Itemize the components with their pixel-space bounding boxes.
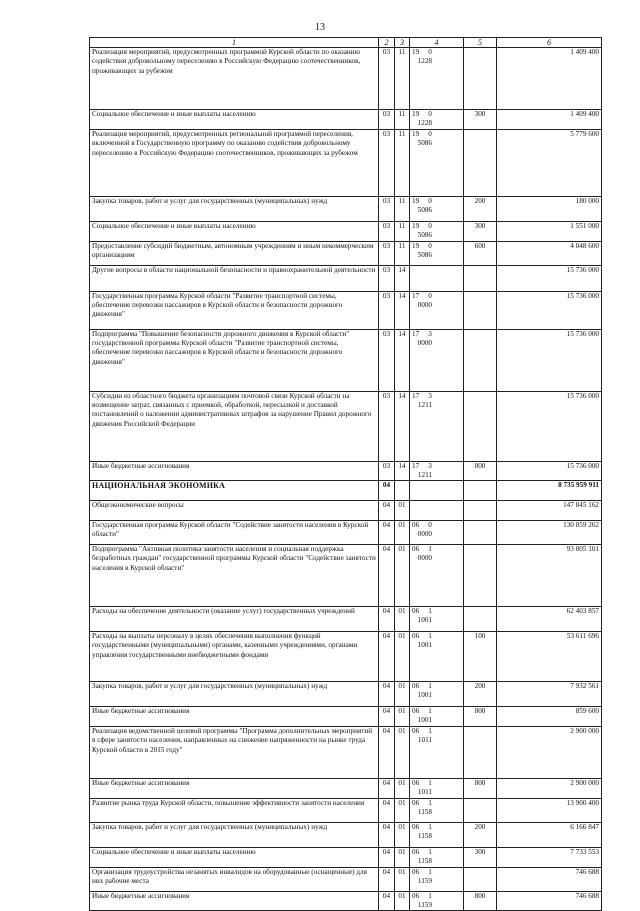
- row-section-cell: 03: [379, 221, 395, 241]
- row-amount-cell: 53 611 696: [497, 632, 602, 682]
- row-amount-cell: 2 900 000: [497, 726, 602, 778]
- row-name-cell: Реализация ведомственной целевой программы "Программа дополнительных мероприятий в сфере занятости населения, направленных на снижение напряженности на рынке труда Курской области в 2015 году": [90, 726, 379, 778]
- row-amount-cell: 5 779 600: [497, 129, 602, 196]
- row-target-code-cell: [410, 461, 464, 481]
- row-expense-type-cell: 200: [464, 196, 497, 221]
- target-code-part: 3: [428, 461, 432, 470]
- target-code-part: 3: [428, 391, 432, 400]
- row-section-cell: 04: [379, 682, 395, 707]
- row-section-cell: 04: [379, 798, 395, 822]
- row-expense-type-cell: 800: [464, 778, 497, 798]
- table-row: [90, 196, 602, 221]
- table-row: [90, 521, 602, 545]
- row-expense-type-cell: [464, 726, 497, 778]
- row-name-cell: Общеэкономические вопросы: [90, 501, 379, 521]
- target-code-part: 1159: [417, 900, 432, 909]
- row-amount-cell: 62 403 857: [497, 607, 602, 632]
- row-subsection-cell: 01: [395, 632, 410, 682]
- table-row: [90, 682, 602, 707]
- header-cell-target-code: 4: [410, 38, 464, 48]
- row-subsection-cell: 01: [395, 778, 410, 798]
- row-expense-type-cell: [464, 329, 497, 391]
- target-code-part: 0: [428, 196, 432, 205]
- target-code-part: 06: [412, 682, 420, 691]
- target-code-part: 19: [412, 221, 420, 230]
- budget-table: [89, 37, 602, 911]
- row-target-code-cell: [410, 778, 464, 798]
- row-name-cell: Расходы на выплаты персоналу в целях обеспечения выполнения функций государственными (муниципальными) органами, казенными учреждениями, органами управления государственными внебюджетными фондами: [90, 632, 379, 682]
- row-expense-type-cell: 300: [464, 221, 497, 241]
- row-section-cell: 04: [379, 501, 395, 521]
- row-target-code-cell: [410, 48, 464, 110]
- row-expense-type-cell: [464, 798, 497, 822]
- table-row: [90, 847, 602, 867]
- row-subsection-cell: 11: [395, 110, 410, 130]
- table-row: [90, 481, 602, 501]
- row-subsection-cell: [395, 481, 410, 501]
- row-target-code-cell: [410, 329, 464, 391]
- row-expense-type-cell: [464, 867, 497, 891]
- row-expense-type-cell: [464, 48, 497, 110]
- row-amount-cell: 746 688: [497, 867, 602, 891]
- row-target-code-cell: [410, 891, 464, 911]
- table-row: [90, 391, 602, 461]
- table-row: [90, 891, 602, 911]
- row-amount-cell: 15 736 000: [497, 391, 602, 461]
- table-row: [90, 221, 602, 241]
- row-expense-type-cell: [464, 521, 497, 545]
- row-name-cell: Подпрограмма "Активная политика занятости населения и социальная поддержка безработных граждан" государственной программы Курской области "Содействие занятости населения в Курской области": [90, 545, 379, 607]
- row-subsection-cell: 14: [395, 461, 410, 481]
- row-name-cell: Иные бюджетные ассигнования: [90, 707, 379, 727]
- row-subsection-cell: 11: [395, 48, 410, 110]
- row-name-cell: Подпрограмма "Повышение безопасности дорожного движения в Курской области" государственной программы Курской области "Развитие транспортной системы, обеспечение перевозки пассажиров в Курской области и безопасности дорожного движения": [90, 329, 379, 391]
- row-expense-type-cell: [464, 481, 497, 501]
- row-amount-cell: 93 805 101: [497, 545, 602, 607]
- row-section-cell: 03: [379, 110, 395, 130]
- table-row: [90, 822, 602, 847]
- row-section-cell: 04: [379, 867, 395, 891]
- target-code-part: 0: [428, 110, 432, 118]
- table-row: [90, 632, 602, 682]
- target-code-part: 0000: [417, 301, 432, 310]
- target-code-part: 1: [428, 726, 432, 735]
- row-amount-cell: 4 048 600: [497, 241, 602, 265]
- row-amount-cell: 8 735 959 911: [497, 481, 602, 501]
- row-subsection-cell: 11: [395, 129, 410, 196]
- table-row: [90, 461, 602, 481]
- row-amount-cell: 7 932 561: [497, 682, 602, 707]
- row-target-code-cell: [410, 867, 464, 891]
- row-name-cell: Государственная программа Курской области "Содействие занятости населения в Курской области": [90, 521, 379, 545]
- row-target-code-cell: [410, 391, 464, 461]
- target-code-part: 06: [412, 847, 420, 856]
- row-amount-cell: 859 600: [497, 707, 602, 727]
- target-code-part: 0: [428, 291, 432, 300]
- row-name-cell: Развитие рынка труда Курской области, повышение эффективности занятости населения: [90, 798, 379, 822]
- row-expense-type-cell: [464, 129, 497, 196]
- row-subsection-cell: 14: [395, 265, 410, 291]
- row-section-cell: 04: [379, 822, 395, 847]
- row-amount-cell: 1 551 000: [497, 221, 602, 241]
- target-code-part: 0: [428, 221, 432, 230]
- row-expense-type-cell: [464, 291, 497, 329]
- row-amount-cell: 2 900 000: [497, 778, 602, 798]
- row-name-cell: Реализация мероприятий, предусмотренных программой Курской области по оказанию содействия добровольному переселению в Российскую Федерацию соотечественников, проживающих за рубежом: [90, 48, 379, 110]
- target-code-part: 1011: [417, 736, 432, 745]
- target-code-part: 1: [428, 822, 432, 831]
- target-code-part: 1: [428, 798, 432, 807]
- target-code-part: 1158: [417, 857, 432, 866]
- row-section-cell: 03: [379, 129, 395, 196]
- table-row: [90, 48, 602, 110]
- row-expense-type-cell: [464, 501, 497, 521]
- row-expense-type-cell: [464, 545, 497, 607]
- row-target-code-cell: [410, 501, 464, 521]
- row-subsection-cell: 01: [395, 545, 410, 607]
- row-subsection-cell: 11: [395, 196, 410, 221]
- row-section-cell: 03: [379, 329, 395, 391]
- row-section-cell: 04: [379, 545, 395, 607]
- table-row: [90, 329, 602, 391]
- row-name-cell: Субсидии из областного бюджета организациям почтовой связи Курской области на возмещение затрат, связанных с приемкой, обработкой, пересылкой и доставкой постановлений о наложении административных штрафов за нарушение Правил дорожного движения Российской Федерации: [90, 391, 379, 461]
- row-section-cell: 04: [379, 521, 395, 545]
- row-name-cell: Социальное обеспечение и иные выплаты населению: [90, 221, 379, 241]
- target-code-part: 06: [412, 632, 420, 641]
- row-expense-type-cell: 600: [464, 241, 497, 265]
- target-code-part: 06: [412, 822, 420, 831]
- row-name-cell: Социальное обеспечение и иные выплаты населению: [90, 847, 379, 867]
- header-cell-subsection: 3: [395, 38, 410, 48]
- target-code-part: 06: [412, 798, 420, 807]
- target-code-part: 5086: [417, 139, 432, 148]
- row-amount-cell: 746 688: [497, 891, 602, 911]
- row-section-cell: 03: [379, 48, 395, 110]
- target-code-part: 1: [428, 867, 432, 876]
- target-code-part: 1: [428, 707, 432, 716]
- target-code-part: 0: [428, 241, 432, 250]
- row-target-code-cell: [410, 291, 464, 329]
- row-section-cell: 04: [379, 891, 395, 911]
- row-expense-type-cell: 100: [464, 632, 497, 682]
- row-amount-cell: 6 166 847: [497, 822, 602, 847]
- row-section-cell: 04: [379, 607, 395, 632]
- row-target-code-cell: [410, 110, 464, 130]
- target-code-part: 1: [428, 847, 432, 856]
- row-expense-type-cell: 800: [464, 461, 497, 481]
- row-target-code-cell: [410, 847, 464, 867]
- row-amount-cell: 180 000: [497, 196, 602, 221]
- table-row: [90, 778, 602, 798]
- row-expense-type-cell: [464, 265, 497, 291]
- row-amount-cell: 147 845 162: [497, 501, 602, 521]
- row-amount-cell: 15 736 000: [497, 329, 602, 391]
- row-name-cell: Закупка товаров, работ и услуг для государственных (муниципальных) нужд: [90, 196, 379, 221]
- target-code-part: 06: [412, 891, 420, 900]
- target-code-part: 19: [412, 110, 420, 118]
- table-row: [90, 867, 602, 891]
- row-subsection-cell: 01: [395, 891, 410, 911]
- row-subsection-cell: 01: [395, 707, 410, 727]
- row-subsection-cell: 11: [395, 241, 410, 265]
- table-row: [90, 241, 602, 265]
- row-name-cell: Иные бюджетные ассигнования: [90, 891, 379, 911]
- row-section-cell: 03: [379, 265, 395, 291]
- row-expense-type-cell: [464, 391, 497, 461]
- target-code-part: 19: [412, 129, 420, 138]
- row-section-cell: 03: [379, 461, 395, 481]
- target-code-part: 1228: [417, 119, 432, 128]
- row-name-cell: Закупка товаров, работ и услуг для государственных (муниципальных) нужд: [90, 682, 379, 707]
- header-cell-amount: 6: [497, 38, 602, 48]
- row-name-cell: Расходы на обеспечение деятельности (оказание услуг) государственных учреждений: [90, 607, 379, 632]
- target-code-part: 0: [428, 129, 432, 138]
- row-amount-cell: 13 900 400: [497, 798, 602, 822]
- header-cell-section: 2: [379, 38, 395, 48]
- row-subsection-cell: 01: [395, 847, 410, 867]
- row-amount-cell: 130 859 262: [497, 521, 602, 545]
- target-code-part: 1: [428, 682, 432, 691]
- target-code-part: 19: [412, 196, 420, 205]
- target-code-part: 5086: [417, 251, 432, 260]
- target-code-part: 1159: [417, 876, 432, 885]
- row-section-cell: 04: [379, 632, 395, 682]
- row-amount-cell: 7 733 553: [497, 847, 602, 867]
- row-section-cell: 04: [379, 481, 395, 501]
- row-amount-cell: 15 736 000: [497, 461, 602, 481]
- row-subsection-cell: 01: [395, 726, 410, 778]
- row-subsection-cell: 01: [395, 521, 410, 545]
- row-name-cell: Другие вопросы в области национальной безопасности и правоохранительной деятельности: [90, 265, 379, 291]
- target-code-part: 1211: [417, 401, 432, 410]
- target-code-part: 0: [428, 521, 432, 530]
- row-name-cell: Государственная программа Курской области "Развитие транспортной системы, обеспечение перевозки пассажиров в Курской области и безопасности дорожного движения": [90, 291, 379, 329]
- table-row: [90, 129, 602, 196]
- target-code-part: 17: [412, 291, 420, 300]
- table-header-row: [90, 38, 602, 48]
- row-expense-type-cell: [464, 607, 497, 632]
- header-cell-name: 1: [90, 38, 379, 48]
- table-row: [90, 291, 602, 329]
- target-code-part: 06: [412, 521, 420, 530]
- row-target-code-cell: [410, 265, 464, 291]
- row-target-code-cell: [410, 632, 464, 682]
- row-target-code-cell: [410, 545, 464, 607]
- target-code-part: 1: [428, 891, 432, 900]
- row-section-cell: 03: [379, 196, 395, 221]
- target-code-part: 5086: [417, 206, 432, 215]
- row-amount-cell: 15 736 000: [497, 265, 602, 291]
- row-target-code-cell: [410, 707, 464, 727]
- target-code-part: 19: [412, 241, 420, 250]
- page-number: 13: [315, 22, 325, 33]
- target-code-part: 1: [428, 607, 432, 616]
- target-code-part: 0: [428, 48, 432, 56]
- table-row: [90, 607, 602, 632]
- row-target-code-cell: [410, 221, 464, 241]
- row-target-code-cell: [410, 726, 464, 778]
- target-code-part: 06: [412, 867, 420, 876]
- target-code-part: 17: [412, 461, 420, 470]
- row-name-cell: Закупка товаров, работ и услуг для государственных (муниципальных) нужд: [90, 822, 379, 847]
- table-row: [90, 501, 602, 521]
- target-code-part: 0000: [417, 554, 432, 563]
- target-code-part: 19: [412, 48, 420, 56]
- table-row: [90, 265, 602, 291]
- row-name-cell: Социальное обеспечение и иные выплаты населению: [90, 110, 379, 130]
- row-subsection-cell: 01: [395, 867, 410, 891]
- row-amount-cell: 1 409 400: [497, 110, 602, 130]
- table-row: [90, 707, 602, 727]
- target-code-part: 17: [412, 329, 420, 338]
- table-row: [90, 545, 602, 607]
- target-code-part: 5086: [417, 231, 432, 240]
- target-code-part: 0000: [417, 530, 432, 539]
- target-code-part: 1001: [417, 641, 432, 650]
- row-name-cell: Иные бюджетные ассигнования: [90, 461, 379, 481]
- row-section-cell: 04: [379, 847, 395, 867]
- target-code-part: 1011: [417, 788, 432, 797]
- target-code-part: 1: [428, 545, 432, 554]
- row-target-code-cell: [410, 607, 464, 632]
- row-target-code-cell: [410, 798, 464, 822]
- target-code-part: 1001: [417, 616, 432, 625]
- target-code-part: 06: [412, 726, 420, 735]
- header-cell-expense-type: 5: [464, 38, 497, 48]
- target-code-part: 1211: [417, 471, 432, 480]
- row-expense-type-cell: 200: [464, 822, 497, 847]
- row-expense-type-cell: 300: [464, 110, 497, 130]
- row-target-code-cell: [410, 682, 464, 707]
- row-section-cell: 04: [379, 707, 395, 727]
- target-code-part: 1228: [417, 57, 432, 66]
- row-subsection-cell: 01: [395, 682, 410, 707]
- target-code-part: 1158: [417, 808, 432, 817]
- table-row: [90, 798, 602, 822]
- target-code-part: 1: [428, 632, 432, 641]
- target-code-part: 06: [412, 607, 420, 616]
- target-code-part: 06: [412, 707, 420, 716]
- row-section-cell: 03: [379, 291, 395, 329]
- row-expense-type-cell: 800: [464, 707, 497, 727]
- row-expense-type-cell: 200: [464, 682, 497, 707]
- row-section-cell: 03: [379, 391, 395, 461]
- row-amount-cell: 15 736 000: [497, 291, 602, 329]
- target-code-part: 0000: [417, 339, 432, 348]
- row-section-cell: 04: [379, 778, 395, 798]
- target-code-part: 17: [412, 391, 420, 400]
- row-expense-type-cell: 300: [464, 847, 497, 867]
- row-amount-cell: 1 409 400: [497, 48, 602, 110]
- table-row: [90, 110, 602, 130]
- row-target-code-cell: [410, 521, 464, 545]
- row-subsection-cell: 01: [395, 822, 410, 847]
- row-subsection-cell: 14: [395, 329, 410, 391]
- row-subsection-cell: 01: [395, 798, 410, 822]
- row-target-code-cell: [410, 822, 464, 847]
- row-target-code-cell: [410, 196, 464, 221]
- row-subsection-cell: 11: [395, 221, 410, 241]
- row-subsection-cell: 01: [395, 501, 410, 521]
- target-code-part: 1001: [417, 691, 432, 700]
- row-name-cell: НАЦИОНАЛЬНАЯ ЭКОНОМИКА: [90, 481, 379, 501]
- target-code-part: 06: [412, 778, 420, 787]
- row-target-code-cell: [410, 129, 464, 196]
- row-name-cell: Иные бюджетные ассигнования: [90, 778, 379, 798]
- row-subsection-cell: 14: [395, 391, 410, 461]
- row-subsection-cell: 14: [395, 291, 410, 329]
- target-code-part: 1158: [417, 832, 432, 841]
- row-name-cell: Организация трудоустройства незанятых инвалидов на оборудованные (оснащенные) для них рабочие места: [90, 867, 379, 891]
- row-target-code-cell: [410, 241, 464, 265]
- row-name-cell: Реализация мероприятий, предусмотренных региональной программой переселения, включенной в Государственную программу по оказанию содействия добровольному переселению в Российскую Федерацию соотечественников, проживающих за рубежом: [90, 129, 379, 196]
- row-subsection-cell: 01: [395, 607, 410, 632]
- target-code-part: 06: [412, 545, 420, 554]
- row-section-cell: 04: [379, 726, 395, 778]
- target-code-part: 3: [428, 329, 432, 338]
- row-target-code-cell: [410, 481, 464, 501]
- row-section-cell: 03: [379, 241, 395, 265]
- row-expense-type-cell: 800: [464, 891, 497, 911]
- table-row: [90, 726, 602, 778]
- target-code-part: 1001: [417, 716, 432, 725]
- target-code-part: 1: [428, 778, 432, 787]
- row-name-cell: Предоставление субсидий бюджетным, автономным учреждениям и иным некоммерческим организациям: [90, 241, 379, 265]
